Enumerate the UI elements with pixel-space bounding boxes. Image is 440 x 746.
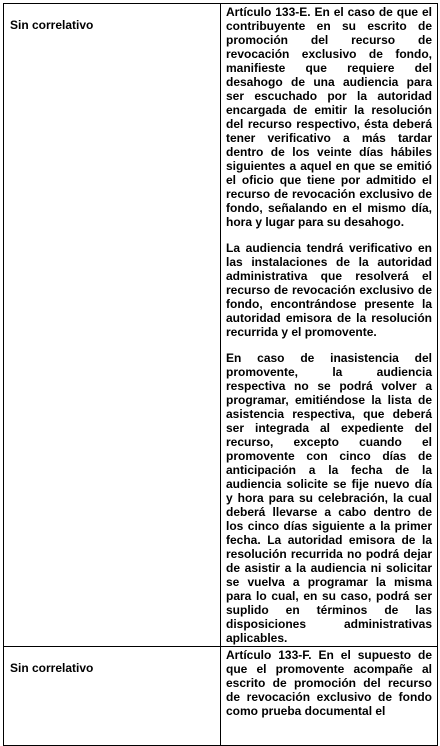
left-cell-text: Sin correlativo — [10, 661, 94, 675]
article-paragraph: Artículo 133-E. En el caso de que el contribuyente en su escrito de promoción del recurso de revocación exclusivo de fondo, manifieste que requiere del desahogo de una audiencia para ser escuchado por la autoridad encargada de emitir la resolución del recurso respectivo, ésta deberá tener verificativo a más tardar dentro de los veinte días hábiles siguientes a aquel en que se emitió el oficio que tiene por admitido el recurso de revocación exclusivo de fondo, señalando en el mismo día, hora y lugar para su desahogo. — [226, 5, 432, 229]
left-cell — [4, 4, 221, 647]
left-cell — [4, 647, 221, 746]
comparison-table — [3, 3, 438, 746]
right-cell — [221, 4, 438, 647]
table-row — [4, 4, 438, 647]
left-cell-text: Sin correlativo — [10, 18, 94, 32]
table-row — [4, 647, 438, 746]
article-paragraph: En caso de inasistencia del promovente, la audiencia respectiva no se podrá volver a programar, emitiéndose la lista de asistencia respectiva, que deberá ser integrada al expediente del recurso, excepto cuando el promovente con cinco días de anticipación a la fecha de la audiencia solicite se fije nuevo día y hora para su celebración, la cual deberá llevarse a cabo dentro de los cinco días siguiente a la primer fecha. La autoridad emisora de la resolución recurrida no podrá dejar de asistir a la audiencia ni solicitar se vuelva a programar la misma para lo cual, en su caso, podrá ser suplido en términos de las disposiciones administrativas aplicables. — [226, 351, 432, 645]
article-paragraph: La audiencia tendrá verificativo en las instalaciones de la autoridad administrativa que resolverá el recurso de revocación exclusivo de fondo, encontrándose presente la autoridad emisora de la resolución recurrida y el promovente. — [226, 241, 432, 339]
article-paragraph: Artículo 133-F. En el supuesto de que el promovente acompañe al escrito de promoción del recurso de revocación exclusivo de fondo como prueba documental el — [226, 648, 432, 718]
right-cell — [221, 647, 438, 746]
